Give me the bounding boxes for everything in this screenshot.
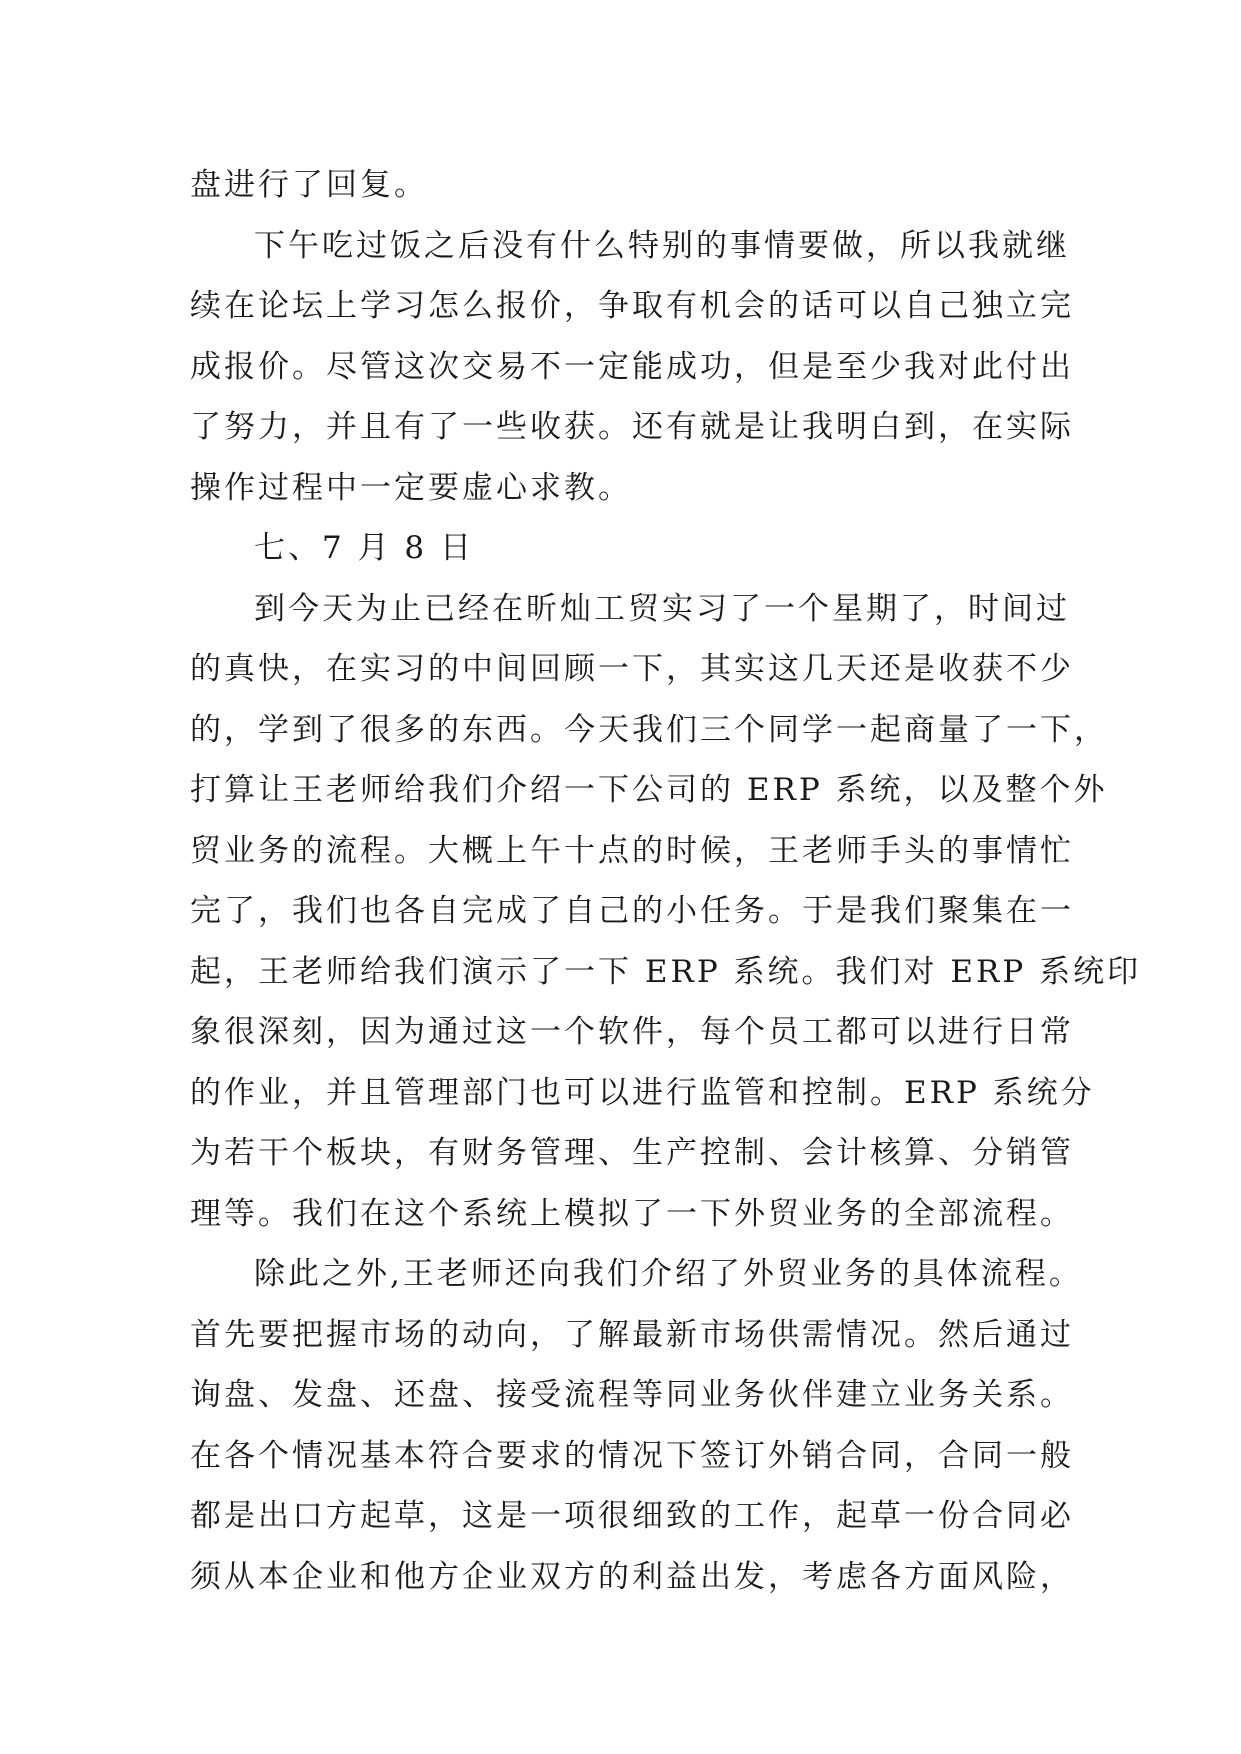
text-line: 的真快，在实习的中间回顾一下，其实这几天还是收获不少 [190,651,1074,687]
paragraph-start-line: 下午吃过饭之后没有什么特别的事情要做，所以我就继 [254,227,1070,264]
document-body [190,155,1142,1607]
text-line: 都是出口方起草，这是一项很细致的工作，起草一份合同必 [190,1498,1074,1534]
text-line: 象很深刻，因为通过这一个软件，每个员工都可以进行日常 [190,1014,1074,1050]
text-line: 打算让王老师给我们介绍一下公司的 ERP 系统，以及整个外 [190,772,1108,808]
text-line: 询盘、发盘、还盘、接受流程等同业务伙伴建立业务关系。 [190,1377,1074,1413]
text-line: 操作过程中一定要虚心求教。 [190,469,632,506]
text-line: 成报价。尽管这次交易不一定能成功，但是至少我对此付出 [190,348,1074,385]
text-line: 了努力，并且有了一些收获。还有就是让我明白到，在实际 [190,409,1074,445]
text-line: 的，学到了很多的东西。今天我们三个同学一起商量了一下， [190,711,1108,748]
text-line: 须从本企业和他方企业双方的利益出发，考虑各方面风险， [190,1558,1074,1595]
paragraph-start-line: 除此之外,王老师还向我们介绍了外贸业务的具体流程。 [254,1256,1083,1292]
text-line: 完了，我们也各自完成了自己的小任务。于是我们聚集在一 [190,893,1074,929]
text-line: 的作业，并且管理部门也可以进行监管和控制。ERP 系统分 [190,1074,1095,1111]
text-line: 起，王老师给我们演示了一下 ERP 系统。我们对 ERP 系统印 [190,953,1142,990]
text-line: 续在论坛上学习怎么报价，争取有机会的话可以自己独立完 [190,288,1074,324]
paragraph-start-line: 到今天为止已经在昕灿工贸实习了一个星期了，时间过 [254,590,1070,627]
text-line: 首先要把握市场的动向，了解最新市场供需情况。然后通过 [190,1316,1074,1353]
text-line: 理等。我们在这个系统上模拟了一下外贸业务的全部流程。 [190,1195,1074,1232]
text-line: 贸业务的流程。大概上午十点的时候，王老师手头的事情忙 [190,832,1074,869]
text-line: 盘进行了回复。 [190,167,428,203]
text-line: 为若干个板块，有财务管理、生产控制、会计核算、分销管 [190,1135,1074,1171]
section-heading: 七、7 月 8 日 [254,530,475,566]
text-line: 在各个情况基本符合要求的情况下签订外销合同，合同一般 [190,1437,1074,1474]
